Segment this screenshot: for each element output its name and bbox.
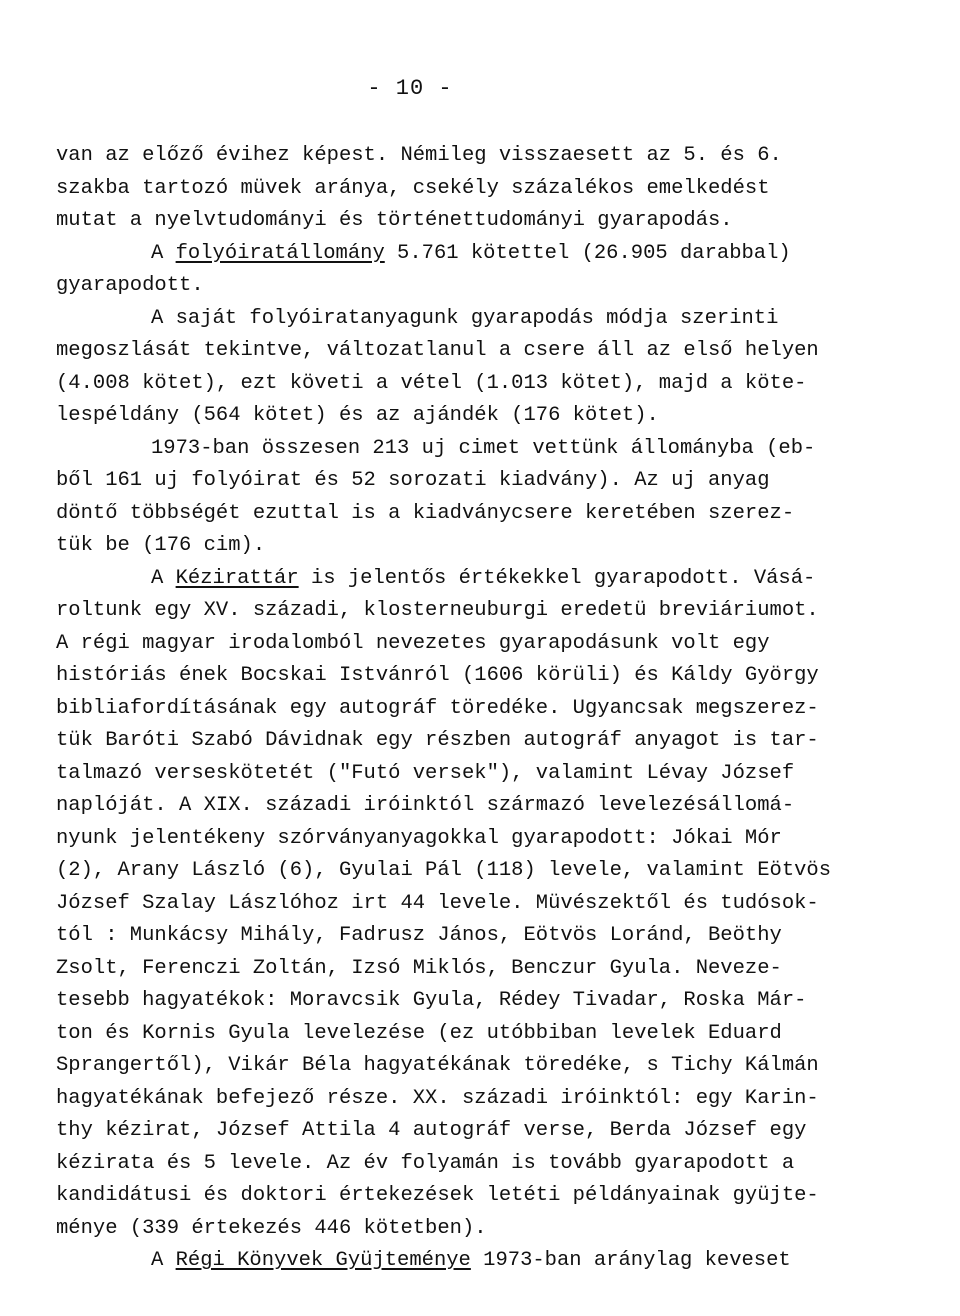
text-line [56,1083,936,1116]
underlined-heading: Régi Könyvek Gyüjteménye [175,1249,471,1272]
text-line [56,1180,936,1213]
text-span: van az előző évihez képest. Némileg visszaesett az 5. és 6. [56,144,782,167]
text-line [56,173,936,206]
text-line [56,238,936,271]
text-span: nyunk jelentékeny szórványanyagokkal gyarapodott: Jókai Mór [56,826,782,850]
text-line [56,595,936,628]
text-span: 1973-ban aránylag keveset [470,1249,791,1272]
text-span: mutat a nyelvtudományi és történettudományi gyarapodás. [56,209,733,232]
text-line [56,368,936,401]
text-line [56,530,936,563]
text-span: A [151,241,176,265]
text-span: (2), Arany László (6), Gyulai Pál (118) levele, valamint Eötvös [56,859,832,882]
text-line [56,1050,936,1083]
underlined-heading: folyóiratállomány [175,241,385,265]
text-span: tesebb hagyatékok: Moravcsik Gyula, Rédey Tivadar, Roska Már- [56,989,807,1012]
text-line [56,205,936,238]
text-span: históriás ének Bocskai Istvánról (1606 körüli) és Káldy György [56,664,819,687]
text-span: (4.008 kötet), ezt követi a vétel (1.013 kötet), majd a köte- [56,371,807,395]
text-line [56,465,936,498]
text-line [56,270,936,303]
text-span: József Szalay Lászlóhoz irt 44 levele. Müvészektől és tudósok- [56,891,819,915]
text-span: is jelentős értékekkel gyarapodott. Vásá- [298,566,816,590]
text-line [56,1115,936,1148]
text-span: ménye (339 értekezés 446 kötetben). [56,1216,487,1240]
text-line [56,563,936,596]
text-span: 5.761 kötettel (26.905 darabbal) [384,241,791,265]
page-number: - 10 - [367,76,453,101]
text-line [56,920,936,953]
text-span: tük Baróti Szabó Dávidnak egy részben autográf anyagot is tar- [56,729,819,752]
text-span: A [151,1249,176,1272]
text-line [56,400,936,433]
text-line [56,693,936,726]
text-line [56,140,936,173]
text-span: A régi magyar irodalomból nevezetes gyarapodásunk volt egy [56,631,770,655]
text-line [56,985,936,1018]
text-line [56,1245,936,1278]
text-line [56,303,936,336]
text-span: ből 161 uj folyóirat és 52 sorozati kiadvány). Az uj anyag [56,469,770,492]
body-text [56,140,936,1278]
underlined-heading: Kézirattár [175,566,299,590]
text-span: thy kézirat, József Attila 4 autográf verse, Berda József egy [56,1119,807,1142]
text-line [56,725,936,758]
text-span: döntő többségét ezuttal is a kiadványcsere keretében szerez- [56,501,795,525]
text-span: bibliafordításának egy autográf töredéke. Ugyancsak megszerez- [56,696,819,720]
text-span: talmazó verseskötetét ("Futó versek"), valamint Lévay József [56,761,795,785]
text-span: lespéldány (564 kötet) és az ajándék (176 kötet). [56,404,659,427]
text-span: megoszlását tekintve, változatlanul a csere áll az első helyen [56,339,819,362]
text-line [56,1213,936,1246]
text-span: A saját folyóiratanyagunk gyarapodás módja szerinti [151,306,779,330]
text-span: tük be (176 cim). [56,534,266,557]
text-span: tól : Munkácsy Mihály, Fadrusz János, Eötvös Loránd, Beöthy [56,924,782,947]
text-span: A [151,566,176,590]
text-span: 1973-ban összesen 213 uj cimet vettünk állományba (eb- [151,436,816,460]
text-line [56,823,936,856]
text-span: szakba tartozó müvek aránya, csekély százalékos emelkedést [56,176,770,200]
text-span: kandidátusi és doktori értekezések letéti példányainak gyüjte- [56,1184,819,1207]
text-span: gyarapodott. [56,274,204,297]
text-line [56,498,936,531]
text-span: naplóját. A XIX. századi iróinktól származó levelezésállomá- [56,794,795,817]
text-span: roltunk egy XV. századi, klosterneuburgi eredetü breviáriumot. [56,599,819,622]
text-line [56,1018,936,1051]
text-line [56,1148,936,1181]
text-line [56,758,936,791]
text-span: hagyatékának befejező része. XX. századi iróinktól: egy Karin- [56,1086,819,1110]
text-line [56,433,936,466]
text-line [56,660,936,693]
text-line [56,888,936,921]
text-line [56,335,936,368]
text-span: Zsolt, Ferenczi Zoltán, Izsó Miklós, Benczur Gyula. Neveze- [56,956,782,980]
text-line [56,628,936,661]
text-line [56,953,936,986]
text-span: kézirata és 5 levele. Az év folyamán is tovább gyarapodott a [56,1151,795,1175]
text-span: Sprangertől), Vikár Béla hagyatékának töredéke, s Tichy Kálmán [56,1054,819,1077]
text-line [56,790,936,823]
text-line [56,855,936,888]
text-span: ton és Kornis Gyula levelezése (ez utóbbiban levelek Eduard [56,1021,782,1045]
